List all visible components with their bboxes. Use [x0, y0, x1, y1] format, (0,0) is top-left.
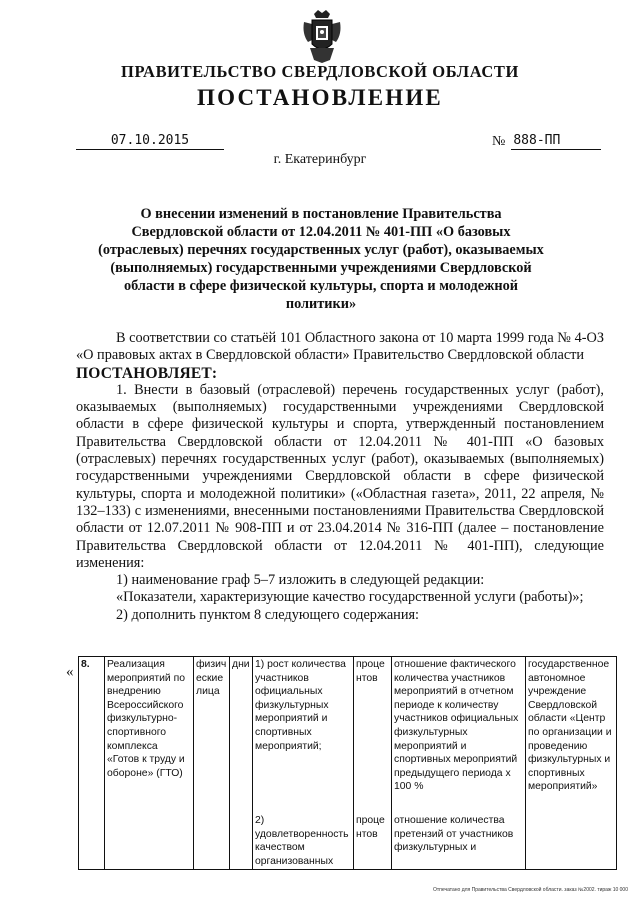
resolves-heading: ПОСТАНОВЛЯЕТ:	[76, 364, 218, 382]
decree-title: О внесении изменений в постановление Правительства Свердловской области от 12.04.2011 № 401-ПП «О базовых (отраслевых) перечнях государственных услуг (работ), оказываемых (выполняемых) государственными учреждениями Свердловской области в сфере физической культуры, спорта и молодежной политики»	[98, 206, 544, 312]
document-type: ПОСТАНОВЛЕНИЕ	[197, 85, 443, 110]
cell-number: 8.	[79, 657, 105, 870]
subitem-1-text: «Показатели, характеризующие качество государственной услуги (работы)»;	[116, 589, 584, 606]
decree-date: 07.10.2015	[76, 133, 224, 150]
item-1: 1. Внести в базовый (отраслевой) перечень государственных услуг (работ), оказываемых (выполняемых) государственными учреждениями Свердловской области в сфере физической культуры и спорта, утвержденный постановлением Правительства Свердловской области от 12.04.2011 № 401-ПП «О базовых (отраслевых) перечнях государственных услуг (работ), оказываемых (выполняемых) государственными учреждениями Свердловской области в сфере физической культуры, спорта и молодежной политики» («Областная газета», 2011, 22 апреля, № 132–133) с изменениями, внесенными постановлениями Правительства Свердловской области от 12.07.2011 № 908-ПП и от 23.04.2014 № 316-ПП (далее – постановление Правительства Свердловской области от 12.04.2011 № 401-ПП), следующие изменения:	[76, 381, 604, 571]
preamble: В соответствии со статьёй 101 Областного закона от 10 марта 1999 года № 4-ОЗ «О правовых актах в Свердловской области» Правительство Свердловской области	[76, 330, 604, 364]
cell-indicator-1-formula: отношение фактического количества участников мероприятий в отчетном периоде к количеству участников официальных физкультурных мероприятий и спортивных мероприятий предыдущего периода х 100 %	[392, 657, 526, 814]
subitem-2: 2) дополнить пунктом 8 следующего содержания:	[116, 606, 420, 623]
decree-body	[76, 330, 604, 624]
cell-indicator-1: 1) рост количества участников официальных физкультурных мероприятий и спортивных мероприятий;	[253, 657, 354, 814]
cell-unit-days: дни	[230, 657, 253, 870]
cell-executor: государственное автономное учреждение Свердловской области «Центр по организации и проведению физкультурных и спортивных мероприятий»	[526, 657, 617, 870]
cell-indicator-1-unit: процентов	[354, 657, 392, 814]
cell-indicator-2-unit: процентов	[354, 813, 392, 870]
number-sign: №	[492, 134, 506, 149]
cell-name: Реализация мероприятий по внедрению Всероссийского физкультурно-спортивного комплекса «Готов к труду и обороне» (ГТО)	[105, 657, 194, 870]
cell-unit-people: физические лица	[194, 657, 230, 870]
table-row	[79, 657, 617, 814]
decree-number: 888-ПП	[511, 132, 601, 150]
government-name: ПРАВИТЕЛЬСТВО СВЕРДЛОВСКОЙ ОБЛАСТИ	[121, 62, 519, 81]
decree-number-block	[492, 132, 601, 150]
amendment-table	[78, 656, 617, 870]
city: г. Екатеринбург	[273, 152, 367, 167]
cell-indicator-2-formula: отношение количества претензий от участников физкультурных и	[392, 813, 526, 870]
subitem-1: 1) наименование граф 5–7 изложить в следующей редакции:	[116, 572, 485, 589]
coat-of-arms-icon	[300, 8, 344, 64]
cell-indicator-2: 2) удовлетворенность качеством организованных	[253, 813, 354, 870]
table-open-quote: «	[66, 664, 74, 680]
print-footer: Отпечатано для Правительства Свердловской области. заказ №2002. тираж 10 000	[432, 887, 628, 893]
